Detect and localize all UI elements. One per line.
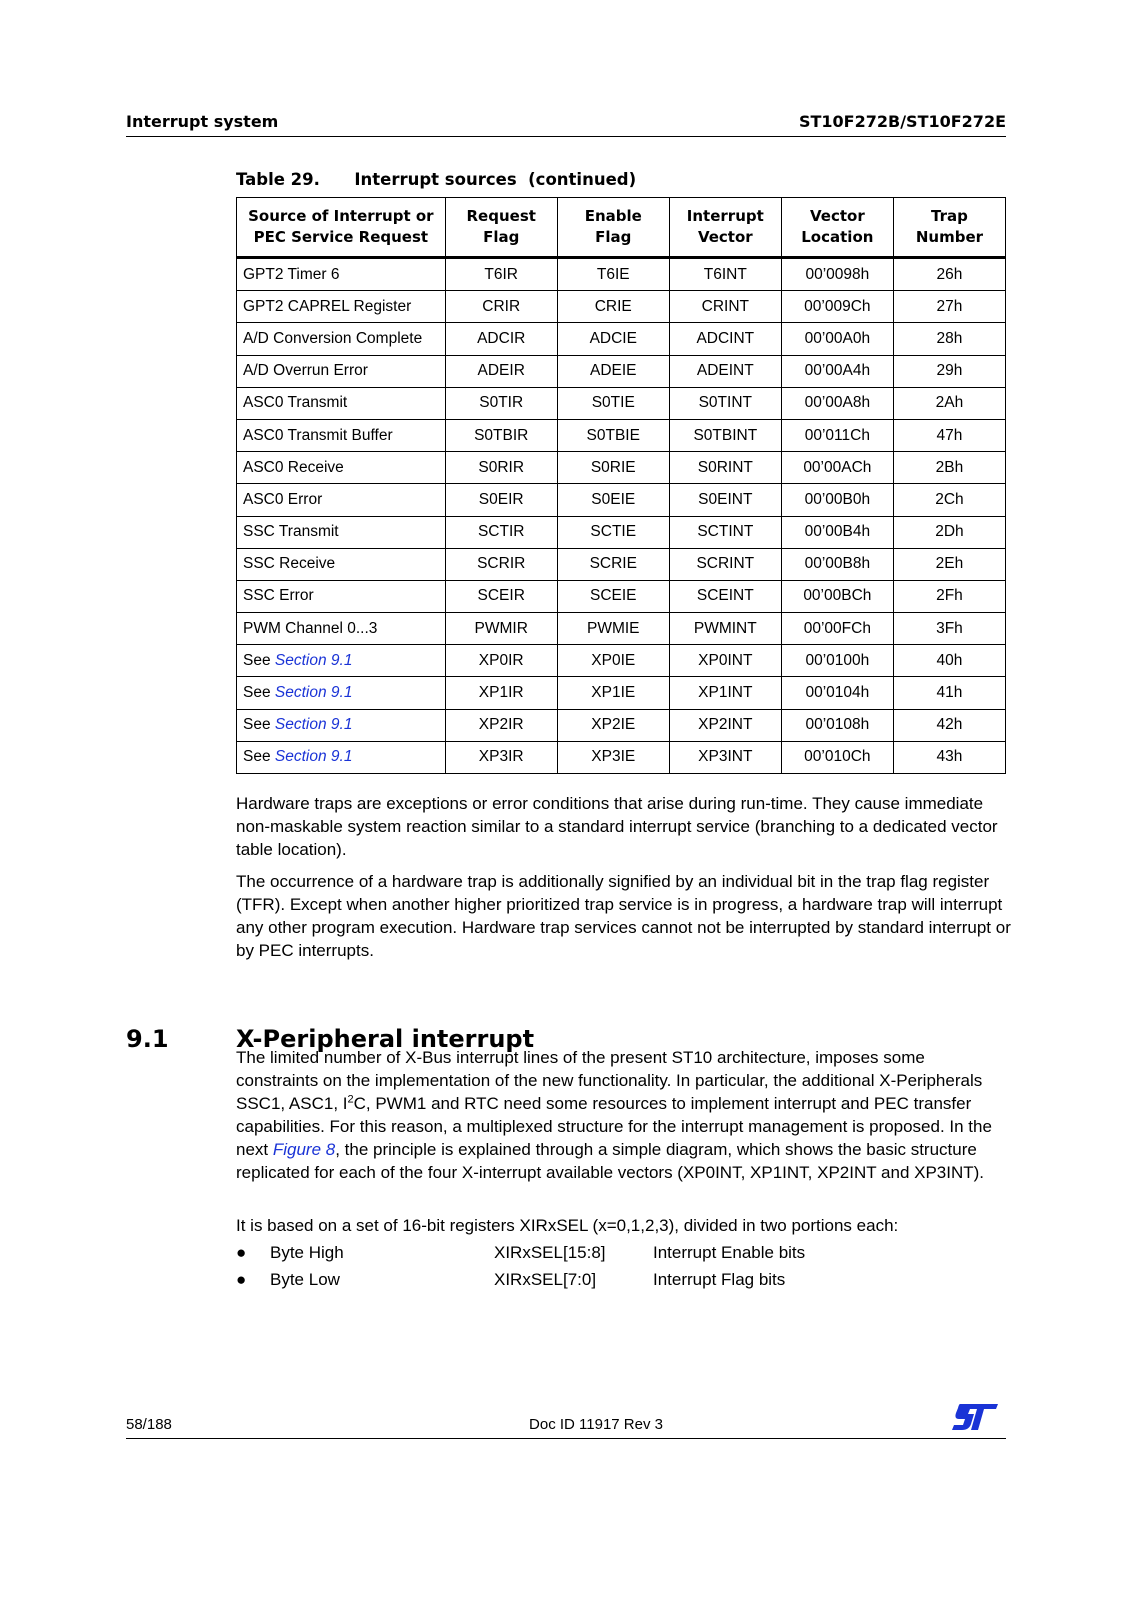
cell-trap-number: 2Fh	[893, 580, 1005, 612]
table-row	[237, 613, 1006, 645]
table-row	[237, 645, 1006, 677]
cell-enable-flag: ADEIE	[557, 355, 669, 387]
table-row	[237, 484, 1006, 516]
cell-source: SSC Error	[237, 580, 446, 612]
table-row	[237, 387, 1006, 419]
cell-source: ASC0 Error	[237, 484, 446, 516]
cell-vector-location: 00’00A0h	[781, 323, 893, 355]
cell-request-flag: SCTIR	[445, 516, 557, 548]
st-logo-icon	[950, 1402, 1000, 1436]
cell-vector-location: 00’00B0h	[781, 484, 893, 516]
cell-trap-number: 2Dh	[893, 516, 1005, 548]
cell-trap-number: 41h	[893, 677, 1005, 709]
cell-enable-flag: PWMIE	[557, 613, 669, 645]
cell-enable-flag: XP3IE	[557, 741, 669, 773]
cell-enable-flag: S0EIE	[557, 484, 669, 516]
cell-interrupt-vector: XP2INT	[669, 709, 781, 741]
table-row	[237, 323, 1006, 355]
cell-trap-number: 40h	[893, 645, 1005, 677]
cell-request-flag: S0RIR	[445, 452, 557, 484]
cell-enable-flag: CRIE	[557, 291, 669, 323]
bullet-register: XIRxSEL[7:0]	[494, 1270, 597, 1289]
cell-request-flag: S0EIR	[445, 484, 557, 516]
cell-interrupt-vector: XP0INT	[669, 645, 781, 677]
cell-source: SSC Transmit	[237, 516, 446, 548]
cell-source: ASC0 Transmit Buffer	[237, 419, 446, 451]
col-header-request-flag: Request Flag	[445, 198, 557, 258]
cell-enable-flag: XP2IE	[557, 709, 669, 741]
cell-request-flag: S0TIR	[445, 387, 557, 419]
table-row	[237, 419, 1006, 451]
section-9-1-link[interactable]: Section 9.1	[274, 748, 353, 766]
cell-trap-number: 42h	[893, 709, 1005, 741]
cell-trap-number: 27h	[893, 291, 1005, 323]
cell-source: See Section 9.1	[237, 677, 446, 709]
cell-enable-flag: S0RIE	[557, 452, 669, 484]
cell-interrupt-vector: S0TBINT	[669, 419, 781, 451]
table-row	[237, 709, 1006, 741]
cell-vector-location: 00’010Ch	[781, 741, 893, 773]
cell-interrupt-vector: ADCINT	[669, 323, 781, 355]
cell-interrupt-vector: S0TINT	[669, 387, 781, 419]
paragraph-hardware-traps: Hardware traps are exceptions or error conditions that arise during run-time. They cause immediate non-maskable system reaction similar to a standard interrupt service (branching to a dedicated vector table location).	[236, 794, 998, 859]
cell-vector-location: 00’00ACh	[781, 452, 893, 484]
cell-trap-number: 3Fh	[893, 613, 1005, 645]
cell-vector-location: 00’00A4h	[781, 355, 893, 387]
cell-enable-flag: XP0IE	[557, 645, 669, 677]
cell-interrupt-vector: PWMINT	[669, 613, 781, 645]
cell-source: ASC0 Receive	[237, 452, 446, 484]
cell-enable-flag: ADCIE	[557, 323, 669, 355]
table-row	[237, 291, 1006, 323]
cell-enable-flag: SCTIE	[557, 516, 669, 548]
section-9-1-link[interactable]: Section 9.1	[274, 651, 353, 669]
cell-interrupt-vector: ADEINT	[669, 355, 781, 387]
cell-vector-location: 00’0100h	[781, 645, 893, 677]
section-number: 9.1	[126, 1025, 169, 1053]
cell-source: See Section 9.1	[237, 709, 446, 741]
cell-source: GPT2 CAPREL Register	[237, 291, 446, 323]
paragraph-x-bus-interrupts: The limited number of X-Bus interrupt lines of the present ST10 architecture, imposes some constraints on the implementation of the new functionality. In particular, the additional X-Peripherals SSC1, ASC1, $I^2C$, PWM1 and RTC need some resources to implement interrupt and PEC transfer capabilities. For this reason, a multiplexed structure for the interrupt management is proposed. In the next Figure 8, the principle is explained through a simple diagram, which shows the basic structure replicated for each of the four X-interrupt available vectors (XP0INT, XP1INT, XP2INT and XP3INT).	[236, 1048, 992, 1182]
bullet-description: Interrupt Enable bits	[653, 1243, 806, 1262]
cell-source: A/D Conversion Complete	[237, 323, 446, 355]
col-header-source: Source of Interrupt or PEC Service Request	[237, 198, 446, 258]
cell-vector-location: 00’0098h	[781, 258, 893, 291]
cell-trap-number: 2Eh	[893, 548, 1005, 580]
page-number: 58/188	[126, 1416, 172, 1433]
cell-vector-location: 00’00B4h	[781, 516, 893, 548]
cell-enable-flag: S0TBIE	[557, 419, 669, 451]
bullet-register: XIRxSEL[15:8]	[494, 1243, 606, 1262]
cell-request-flag: PWMIR	[445, 613, 557, 645]
cell-vector-location: 00’011Ch	[781, 419, 893, 451]
table-caption-title: Interrupt sources (continued)	[354, 170, 637, 189]
cell-vector-location: 00’00A8h	[781, 387, 893, 419]
cell-source: PWM Channel 0...3	[237, 613, 446, 645]
section-9-1-link[interactable]: Section 9.1	[274, 716, 353, 734]
cell-trap-number: 28h	[893, 323, 1005, 355]
doc-id: Doc ID 11917 Rev 3	[529, 1416, 663, 1433]
section-title: X-Peripheral interrupt	[236, 1025, 535, 1053]
cell-request-flag: T6IR	[445, 258, 557, 291]
interrupt-sources-table	[236, 197, 1006, 774]
cell-vector-location: 00’0104h	[781, 677, 893, 709]
table-caption-number: Table 29.	[236, 170, 320, 189]
cell-source: GPT2 Timer 6	[237, 258, 446, 291]
table-row	[237, 580, 1006, 612]
cell-enable-flag: S0TIE	[557, 387, 669, 419]
cell-request-flag: XP3IR	[445, 741, 557, 773]
cell-request-flag: ADEIR	[445, 355, 557, 387]
cell-trap-number: 2Ah	[893, 387, 1005, 419]
cell-vector-location: 00’0108h	[781, 709, 893, 741]
section-heading	[126, 1025, 535, 1053]
list-item	[236, 1270, 936, 1294]
table-row	[237, 548, 1006, 580]
cell-enable-flag: SCEIE	[557, 580, 669, 612]
cell-enable-flag: XP1IE	[557, 677, 669, 709]
col-header-interrupt-vector: Interrupt Vector	[669, 198, 781, 258]
table-row	[237, 452, 1006, 484]
col-header-enable-flag: Enable Flag	[557, 198, 669, 258]
cell-trap-number: 2Bh	[893, 452, 1005, 484]
cell-source: ASC0 Transmit	[237, 387, 446, 419]
cell-interrupt-vector: XP3INT	[669, 741, 781, 773]
cell-request-flag: SCRIR	[445, 548, 557, 580]
cell-source: See Section 9.1	[237, 741, 446, 773]
table-row	[237, 677, 1006, 709]
cell-request-flag: ADCIR	[445, 323, 557, 355]
header-section-title: Interrupt system	[126, 112, 279, 131]
cell-request-flag: S0TBIR	[445, 419, 557, 451]
cell-interrupt-vector: T6INT	[669, 258, 781, 291]
cell-vector-location: 00’00B8h	[781, 548, 893, 580]
cell-source: SSC Receive	[237, 548, 446, 580]
table-row	[237, 741, 1006, 773]
figure-8-link[interactable]: Figure 8	[272, 1140, 336, 1159]
cell-vector-location: 00’00BCh	[781, 580, 893, 612]
table-row	[237, 258, 1006, 291]
section-9-1-link[interactable]: Section 9.1	[274, 684, 353, 702]
cell-request-flag: SCEIR	[445, 580, 557, 612]
cell-interrupt-vector: SCRINT	[669, 548, 781, 580]
table-header-row	[237, 198, 1006, 258]
col-header-trap-number: Trap Number	[893, 198, 1005, 258]
cell-enable-flag: T6IE	[557, 258, 669, 291]
cell-request-flag: XP0IR	[445, 645, 557, 677]
bullet-name: Byte Low	[270, 1270, 340, 1289]
bullet-name: Byte High	[270, 1243, 344, 1262]
bullet-icon: ●	[236, 1270, 247, 1289]
table-row	[237, 516, 1006, 548]
list-item	[236, 1243, 936, 1267]
cell-interrupt-vector: SCTINT	[669, 516, 781, 548]
cell-trap-number: 2Ch	[893, 484, 1005, 516]
cell-trap-number: 43h	[893, 741, 1005, 773]
bullet-icon: ●	[236, 1243, 247, 1262]
cell-source: A/D Overrun Error	[237, 355, 446, 387]
col-header-vector-location: Vector Location	[781, 198, 893, 258]
table-row	[237, 355, 1006, 387]
cell-interrupt-vector: XP1INT	[669, 677, 781, 709]
cell-vector-location: 00’00FCh	[781, 613, 893, 645]
cell-source: See Section 9.1	[237, 645, 446, 677]
cell-vector-location: 00’009Ch	[781, 291, 893, 323]
cell-request-flag: CRIR	[445, 291, 557, 323]
cell-interrupt-vector: CRINT	[669, 291, 781, 323]
paragraph-xirxsel: It is based on a set of 16-bit registers XIRxSEL (x=0,1,2,3), divided in two portions each:	[236, 1216, 899, 1235]
cell-interrupt-vector: S0EINT	[669, 484, 781, 516]
header-product-name: ST10F272B/ST10F272E	[798, 112, 1006, 131]
cell-interrupt-vector: S0RINT	[669, 452, 781, 484]
paragraph-trap-occurrence: The occurrence of a hardware trap is additionally signified by an individual bit in the trap flag register (TFR). Except when another higher prioritized trap service is in progress, a hardware trap will interrupt any other program execution. Hardware trap services cannot not be interrupted by standard interrupt or by PEC interrupts.	[236, 872, 1011, 960]
bullet-description: Interrupt Flag bits	[653, 1270, 786, 1289]
page-footer	[126, 1412, 1006, 1439]
cell-interrupt-vector: SCEINT	[669, 580, 781, 612]
cell-trap-number: 26h	[893, 258, 1005, 291]
cell-trap-number: 47h	[893, 419, 1005, 451]
table-caption	[236, 170, 636, 189]
cell-trap-number: 29h	[893, 355, 1005, 387]
cell-request-flag: XP2IR	[445, 709, 557, 741]
cell-enable-flag: SCRIE	[557, 548, 669, 580]
page-header	[126, 110, 1006, 137]
cell-request-flag: XP1IR	[445, 677, 557, 709]
